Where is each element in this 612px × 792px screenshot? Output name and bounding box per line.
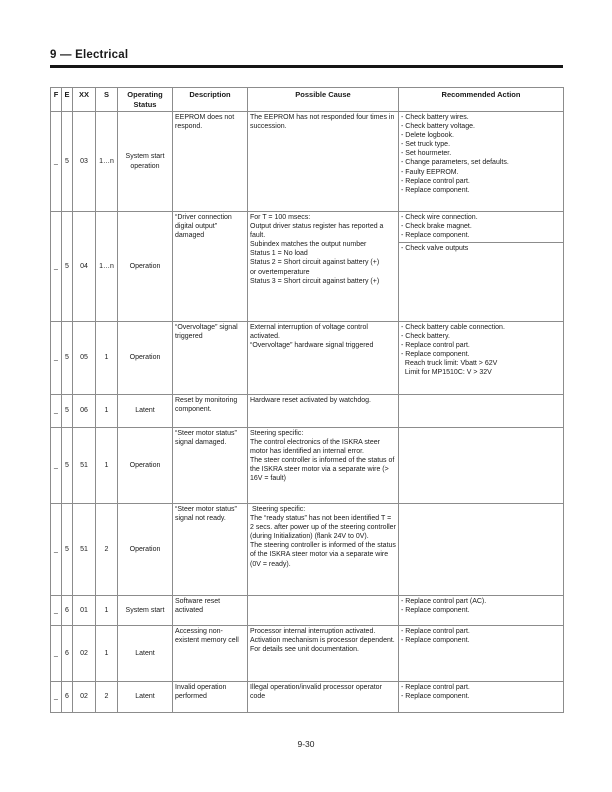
cell-possible-cause [248, 626, 399, 682]
table-row [51, 428, 564, 504]
cell-s: 1…n [96, 212, 118, 322]
action-line: - Delete logbook. [401, 132, 454, 140]
action-line: Reach truck limit: Vbatt > 62V [401, 360, 498, 368]
cell-s: 2 [96, 504, 118, 596]
col-header-f: F [51, 88, 62, 112]
cause-line: The steer controller is informed of the status of the ISKRA steer motor via a separate wire (> 16V = fault) [250, 457, 397, 483]
cell-description: Software reset activated [173, 596, 248, 626]
col-header-e: E [62, 88, 73, 112]
action-line: - Change parameters, set defaults. [401, 159, 509, 167]
action-line: - Replace component. [401, 351, 470, 359]
action-block [399, 596, 563, 617]
action-line: - Replace component. [401, 693, 470, 701]
cause-line: Processor internal interruption activated. [250, 628, 376, 635]
cell-possible-cause [248, 428, 399, 504]
cell-e: 6 [62, 626, 73, 682]
action-line: - Check battery voltage. [401, 123, 475, 131]
page-number: 9-30 [297, 739, 315, 749]
action-block [399, 626, 563, 647]
table-row [51, 682, 564, 713]
action-line: - Replace control part. [401, 342, 470, 350]
cause-line: Steering specific: [250, 430, 304, 437]
cell-status: System start [118, 596, 173, 626]
cause-line: For details see unit documentation. [250, 646, 359, 654]
cause-line: “Overvoltage” hardware signal triggered [250, 342, 374, 350]
cause-line: The control electronics of the ISKRA steer motor has identified an internal error. [250, 439, 382, 456]
action-line: - Replace component. [401, 232, 470, 240]
cell-f: _ [51, 395, 62, 428]
cell-f: _ [51, 428, 62, 504]
cell-status: Latent [118, 682, 173, 713]
cause-line: The “ready status” has not been identified T = 2 secs. after power up of the steering controller (during Initialization) (flank 24V to 0V). [250, 515, 398, 541]
cell-status: Latent [118, 395, 173, 428]
cell-recommended-action [399, 682, 564, 713]
action-line: - Set truck type. [401, 141, 451, 149]
cell-f: _ [51, 596, 62, 626]
cell-e: 6 [62, 596, 73, 626]
action-block [399, 212, 563, 242]
cell-xx: 51 [73, 428, 96, 504]
cell-possible-cause [248, 322, 399, 395]
section-title: 9 — Electrical [50, 49, 129, 61]
cell-description: “Steer motor status” signal not ready. [173, 504, 248, 596]
cell-possible-cause [248, 395, 399, 428]
cell-recommended-action [399, 212, 564, 322]
cell-s: 2 [96, 682, 118, 713]
cause-line: Output driver status register has reported a fault. [250, 223, 386, 240]
cell-s: 1 [96, 322, 118, 395]
col-header-status: Operating Status [118, 88, 173, 112]
cell-f: _ [51, 212, 62, 322]
action-line: - Replace component. [401, 186, 470, 194]
cell-possible-cause [248, 596, 399, 626]
cell-f: _ [51, 112, 62, 212]
cell-e: 5 [62, 212, 73, 322]
cell-s: 1 [96, 395, 118, 428]
table-body [51, 112, 564, 713]
cell-f: _ [51, 682, 62, 713]
cell-status: Operation [118, 428, 173, 504]
cell-e: 6 [62, 682, 73, 713]
cell-recommended-action [399, 395, 564, 428]
cell-recommended-action [399, 626, 564, 682]
action-line: - Replace component. [401, 607, 470, 615]
col-header-description: Description [173, 88, 248, 112]
action-line: - Check valve outputs [401, 245, 469, 253]
action-line: - Check battery wires. [401, 114, 469, 121]
action-line: - Check battery cable connection. [401, 324, 505, 331]
action-line: - Replace control part. [401, 628, 470, 635]
cell-f: _ [51, 322, 62, 395]
cause-line: Hardware reset activated by watchdog. [250, 397, 372, 404]
cell-status: System start operation [118, 112, 173, 212]
cause-line: The steering controller is informed of the status of the ISKRA steer motor via a separate wire (0V = ready). [250, 542, 398, 568]
table-row [51, 596, 564, 626]
cell-s: 1 [96, 626, 118, 682]
cell-description: “Overvoltage” signal triggered [173, 322, 248, 395]
cause-line: Activation mechanism is processor dependent. [250, 637, 395, 645]
cell-s: 1 [96, 428, 118, 504]
col-header-s: S [96, 88, 118, 112]
section-title-rule [50, 65, 563, 68]
cell-s: 1…n [96, 112, 118, 212]
action-line: - Check wire connection. [401, 214, 478, 221]
action-block [399, 112, 563, 197]
cell-description: “Steer motor status” signal damaged. [173, 428, 248, 504]
cell-status: Operation [118, 504, 173, 596]
cause-line: Steering specific: [250, 506, 306, 513]
col-header-action: Recommended Action [399, 88, 564, 112]
cell-xx: 51 [73, 504, 96, 596]
cell-possible-cause [248, 112, 399, 212]
cell-recommended-action [399, 504, 564, 596]
action-block [399, 242, 563, 255]
action-line: Limit for MP1510C: V > 32V [401, 369, 492, 377]
cell-status: Latent [118, 626, 173, 682]
table-row [51, 212, 564, 322]
cell-e: 5 [62, 322, 73, 395]
cell-description: Invalid operation performed [173, 682, 248, 713]
fault-code-table [50, 87, 564, 713]
cell-xx: 04 [73, 212, 96, 322]
cell-xx: 05 [73, 322, 96, 395]
cell-recommended-action [399, 596, 564, 626]
table-row [51, 395, 564, 428]
action-block [399, 322, 563, 380]
col-header-xx: XX [73, 88, 96, 112]
table-row [51, 504, 564, 596]
cell-recommended-action [399, 322, 564, 395]
cell-description: Accessing non-existent memory cell [173, 626, 248, 682]
cell-possible-cause [248, 212, 399, 322]
cell-f: _ [51, 504, 62, 596]
cell-e: 5 [62, 112, 73, 212]
table-row [51, 112, 564, 212]
cause-line: Illegal operation/invalid processor operator code [250, 684, 384, 701]
table-header-row [51, 88, 564, 112]
cell-status: Operation [118, 212, 173, 322]
action-block [399, 682, 563, 703]
cell-xx: 02 [73, 626, 96, 682]
cell-s: 1 [96, 596, 118, 626]
cause-line: Status 2 = Short circuit against battery (+) [250, 259, 380, 267]
cell-recommended-action [399, 112, 564, 212]
cell-recommended-action [399, 428, 564, 504]
action-line: - Faulty EEPROM. [401, 168, 459, 176]
action-line: - Replace control part (AC). [401, 598, 487, 605]
action-line: - Check brake magnet. [401, 223, 472, 231]
cause-line: Status 1 = No load [250, 250, 308, 258]
cause-line: The EEPROM has not responded four times in succession. [250, 114, 397, 131]
cell-possible-cause [248, 682, 399, 713]
action-line: - Set hourmeter. [401, 150, 452, 158]
cause-line: Subindex matches the output number [250, 241, 367, 249]
cell-status: Operation [118, 322, 173, 395]
table-row [51, 322, 564, 395]
cause-line: or overtemperature [250, 268, 310, 276]
cell-xx: 01 [73, 596, 96, 626]
cause-line: External interruption of voltage control activated. [250, 324, 370, 341]
action-line: - Replace control part. [401, 684, 470, 691]
cell-xx: 06 [73, 395, 96, 428]
table-row [51, 626, 564, 682]
cause-line: For T = 100 msecs: [250, 214, 311, 221]
cell-description: “Driver connection digital output” damaged [173, 212, 248, 322]
cell-description: EEPROM does not respond. [173, 112, 248, 212]
action-line: - Replace component. [401, 637, 470, 645]
col-header-cause: Possible Cause [248, 88, 399, 112]
cell-f: _ [51, 626, 62, 682]
cell-possible-cause [248, 504, 399, 596]
cell-description: Reset by monitoring component. [173, 395, 248, 428]
cell-xx: 02 [73, 682, 96, 713]
action-line: - Check battery. [401, 333, 450, 341]
cell-e: 5 [62, 395, 73, 428]
cell-e: 5 [62, 428, 73, 504]
action-line: - Replace control part. [401, 177, 470, 185]
cell-xx: 03 [73, 112, 96, 212]
cell-e: 5 [62, 504, 73, 596]
cause-line: Status 3 = Short circuit against battery (+) [250, 277, 380, 285]
